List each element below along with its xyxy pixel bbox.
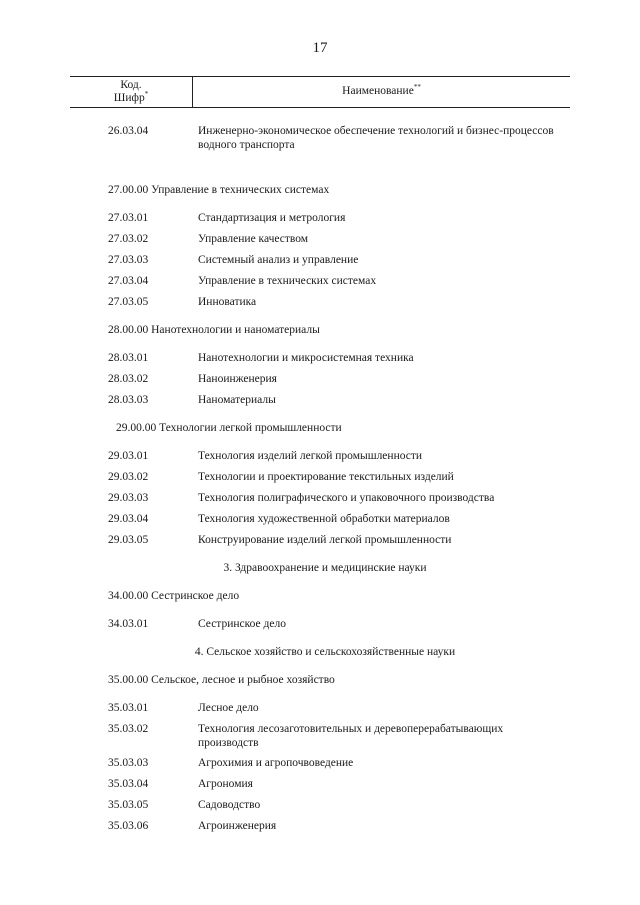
item-code: 27.03.05 <box>108 296 149 308</box>
item-name: Технологии и проектирование текстильных изделий <box>198 471 454 483</box>
item-name: Лесное дело <box>198 702 259 714</box>
header-name-label: Наименование <box>342 85 414 97</box>
item-code: 27.03.01 <box>108 212 149 224</box>
header-code-column <box>70 79 192 105</box>
item-name: Инженерно-экономическое обеспечение технологий и бизнес-процессов водного транспорта <box>198 125 554 151</box>
group-heading-text: 29.00.00 Технологии легкой промышленности <box>116 422 342 434</box>
item-name: Агрохимия и агропочвоведение <box>198 757 354 769</box>
item-code: 35.03.02 <box>108 723 149 735</box>
header-name-footnote-mark: ** <box>413 83 421 92</box>
section-heading: 3. Здравоохранение и медицинские науки <box>223 562 427 574</box>
header-cipher-footnote-mark: * <box>144 90 149 99</box>
group-heading-text: 27.00.00 Управление в технических системах <box>108 184 330 196</box>
header-name-column <box>193 85 570 97</box>
item-name: Управление качеством <box>198 233 309 245</box>
table-header <box>70 76 570 108</box>
item-code: 29.03.01 <box>108 450 149 462</box>
item-code: 26.03.04 <box>108 125 149 137</box>
item-name: Технология изделий легкой промышленности <box>198 450 423 462</box>
item-code: 29.03.03 <box>108 492 149 504</box>
item-name: Наноматериалы <box>198 394 276 406</box>
item-code: 28.03.03 <box>108 394 149 406</box>
item-code: 27.03.04 <box>108 275 149 287</box>
item-name: Садоводство <box>198 799 261 811</box>
item-code: 27.03.02 <box>108 233 149 245</box>
item-code: 27.03.03 <box>108 254 149 266</box>
item-name: Управление в технических системах <box>198 275 377 287</box>
item-name: Технология художественной обработки материалов <box>198 513 450 525</box>
group-heading-text: 34.00.00 Сестринское дело <box>108 590 240 602</box>
group-heading-text: 35.00.00 Сельское, лесное и рыбное хозяйство <box>108 674 335 686</box>
header-code-label: Код. <box>120 79 142 91</box>
item-code: 35.03.01 <box>108 702 149 714</box>
item-code: 35.03.05 <box>108 799 149 811</box>
item-code: 29.03.02 <box>108 471 149 483</box>
item-name: Стандартизация и метрология <box>198 212 346 224</box>
item-name: Агроинженерия <box>198 820 277 832</box>
item-name: Нанотехнологии и микросистемная техника <box>198 352 414 364</box>
item-code: 28.03.02 <box>108 373 149 385</box>
item-name: Технология лесозаготовительных и деревоперерабатывающих производств <box>198 723 504 749</box>
item-name: Конструирование изделий легкой промышленности <box>198 534 452 546</box>
group-heading-text: 28.00.00 Нанотехнологии и наноматериалы <box>108 324 320 336</box>
item-code: 35.03.04 <box>108 778 149 790</box>
item-code: 29.03.05 <box>108 534 149 546</box>
item-name: Технология полиграфического и упаковочного производства <box>198 492 495 504</box>
item-code: 28.03.01 <box>108 352 149 364</box>
item-name: Инноватика <box>198 296 257 308</box>
item-name: Наноинженерия <box>198 373 277 385</box>
item-name: Агрономия <box>198 778 253 790</box>
item-name: Сестринское дело <box>198 618 286 630</box>
item-code: 35.03.03 <box>108 757 149 769</box>
header-cipher-text: Шифр <box>113 92 145 104</box>
item-code: 34.03.01 <box>108 618 149 630</box>
item-code: 29.03.04 <box>108 513 149 525</box>
item-name: Системный анализ и управление <box>198 254 359 266</box>
header-cipher-label <box>70 92 192 105</box>
section-heading: 4. Сельское хозяйство и сельскохозяйственные науки <box>194 646 456 658</box>
page-number: 17 <box>312 40 328 56</box>
item-code: 35.03.06 <box>108 820 149 832</box>
